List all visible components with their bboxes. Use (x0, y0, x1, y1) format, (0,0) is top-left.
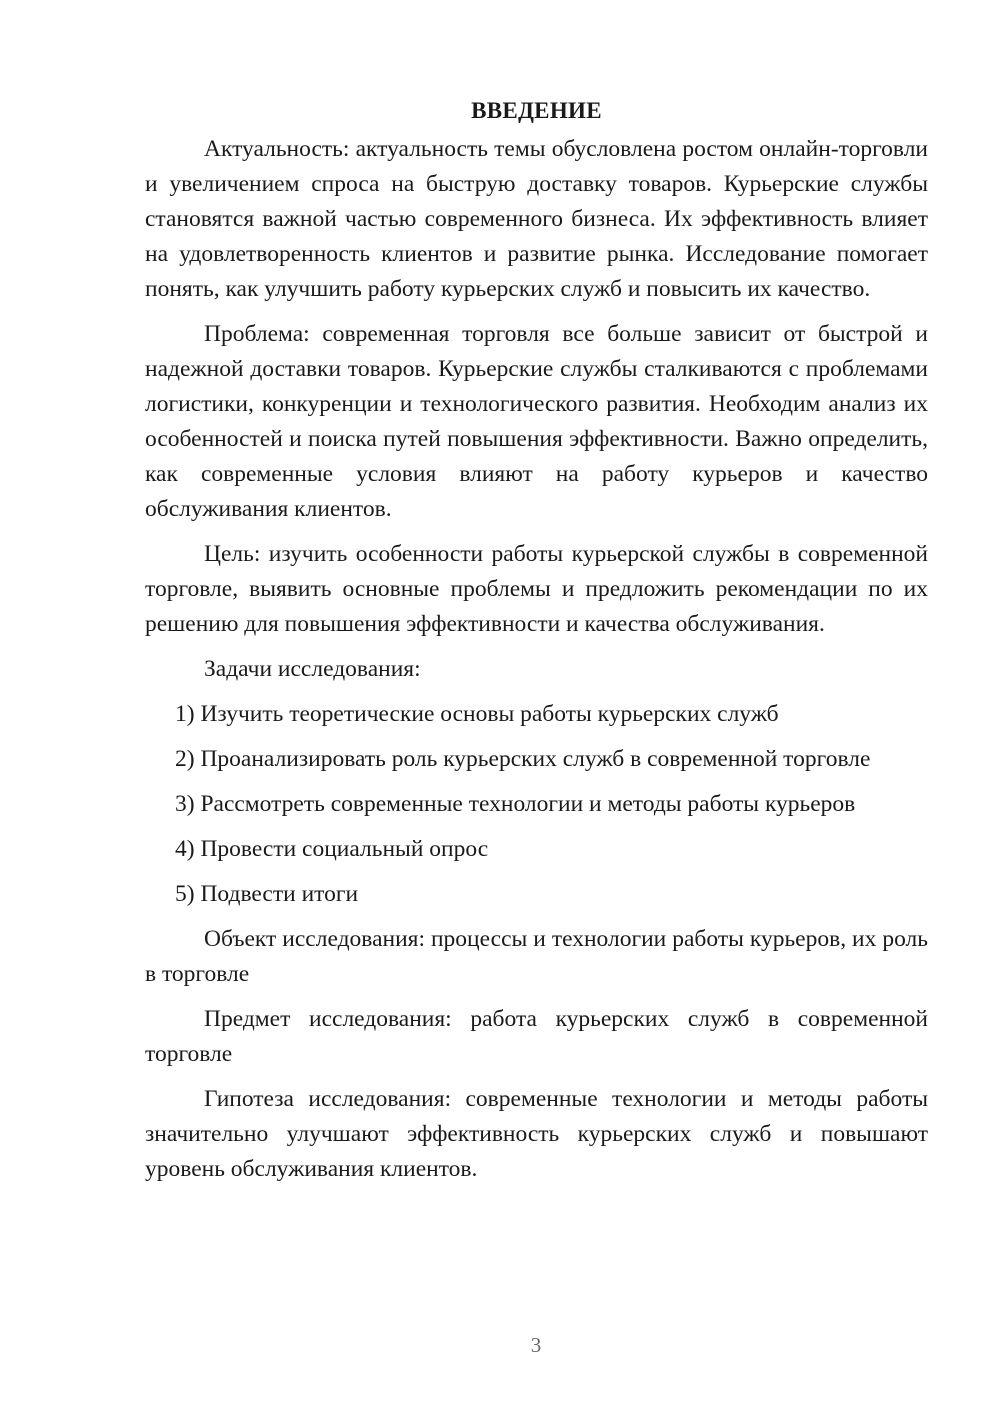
list-item: 5) Подвести итоги (175, 881, 359, 907)
list-item: 3) Рассмотреть современные технологии и методы работы курьеров (175, 791, 856, 817)
document-page (145, 93, 928, 1197)
list-item: 2) Проанализировать роль курьерских служб в современной торговле (175, 746, 871, 772)
list-item: 4) Провести социальный опрос (175, 836, 489, 862)
paragraph-subject: Предмет исследования: работа курьерских служб в современной торговле (145, 1006, 928, 1067)
tasks-heading: Задачи исследования: (204, 656, 421, 682)
paragraph-problem: Проблема: современная торговля все больше зависит от быстрой и надежной доставки товаров. Курьерские службы сталкиваются с проблемами логистики, конкуренции и технологического развития. Необходим анализ их особенностей и поиска путей повышения эффективности. Важно определить, как современные условия влияют на работу курьеров и качество обслуживания клиентов. (145, 321, 928, 522)
page-number: 3 (530, 1333, 542, 1357)
list-item: 1) Изучить теоретические основы работы курьерских служб (175, 701, 779, 727)
paragraph-object: Объект исследования: процессы и технологии работы курьеров, их роль в торговле (145, 926, 928, 987)
paragraph-hypothesis: Гипотеза исследования: современные технологии и методы работы значительно улучшают эффективность курьерских служб и повышают уровень обслуживания клиентов. (145, 1086, 928, 1182)
page-title: ВВЕДЕНИЕ (471, 98, 602, 123)
paragraph-relevance: Актуальность: актуальность темы обусловлена ростом онлайн-торговли и увеличением спроса на быструю доставку товаров. Курьерские службы становятся важной частью современного бизнеса. Их эффективность влияет на удовлетворенность клиентов и развитие рынка. Исследование помогает понять, как улучшить работу курьерских служб и повысить их качество. (145, 136, 928, 302)
tasks-list (145, 697, 928, 912)
paragraph-goal: Цель: изучить особенности работы курьерской службы в современной торговле, выявить основные проблемы и предложить рекомендации по их решению для повышения эффективности и качества обслуживания. (145, 541, 928, 637)
